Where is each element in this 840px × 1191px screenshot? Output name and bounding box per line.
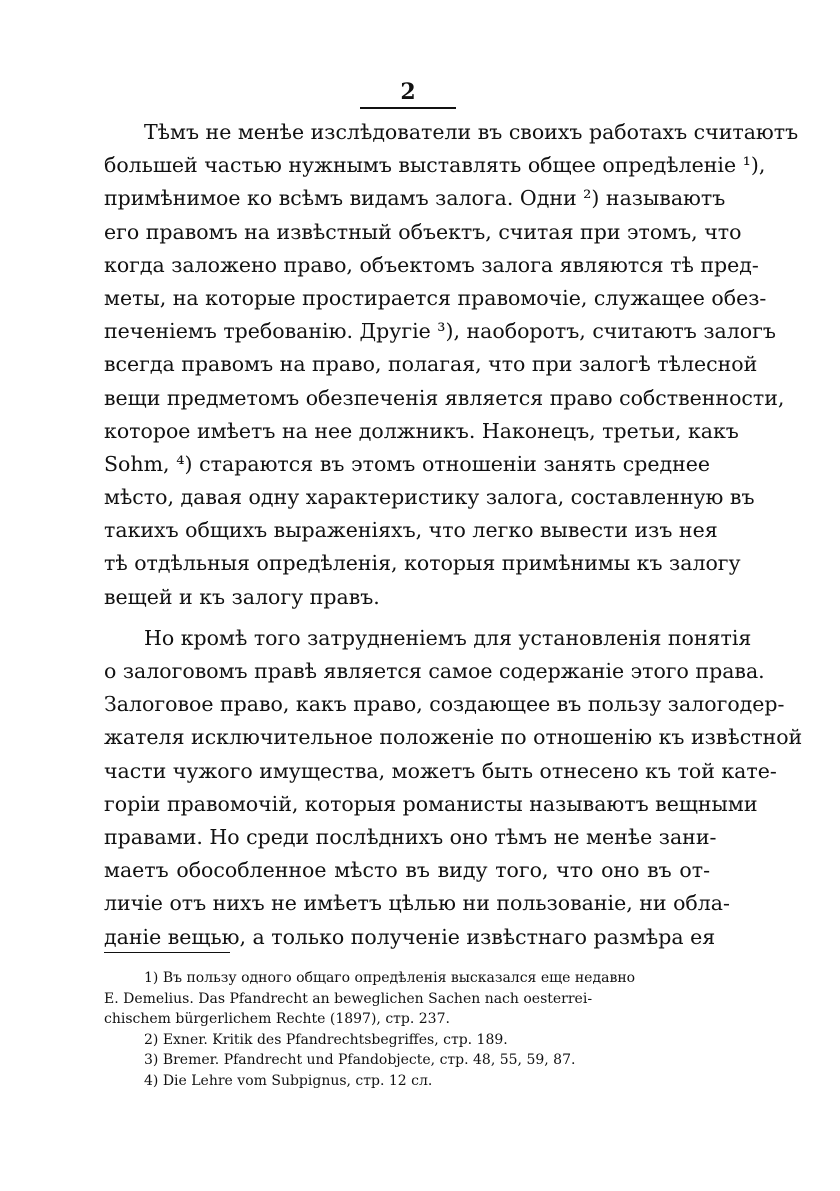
footnote-3: 3) Bremer. Pfandrecht und Pfandobjecte, стр. 48, 55, 59, 87. <box>144 1052 576 1068</box>
text-line: о залоговомъ правѣ является самое содержаніе этого права. <box>104 659 765 683</box>
text-line: примѣнимое ко всѣмъ видамъ залога. Одни ²) называютъ <box>104 186 726 211</box>
text-line: Но кромѣ того затрудненіемъ для установленія понятія <box>144 625 752 650</box>
text-line: большей частью нужнымъ выставлять общее опредѣленіе ¹), <box>104 153 766 178</box>
footnote-1-continued: E. Demelius. Das Pfandrecht an beweglichen Sachen nach oesterrei- <box>104 990 593 1007</box>
footnote-4: 4) Die Lehre vom Subpignus, стр. 12 сл. <box>144 1072 433 1089</box>
text-line: Тѣмъ не менѣе изслѣдователи въ своихъ работахъ считаютъ <box>144 120 799 144</box>
text-line: вещей и къ залогу правъ. <box>104 584 380 609</box>
page-number: 2 <box>400 79 416 105</box>
text-line: печеніемъ требованію. Другіе ³), наоборотъ, считаютъ залогъ <box>104 319 776 344</box>
text-line: правами. Но среди послѣднихъ оно тѣмъ не менѣе зани- <box>104 824 717 849</box>
text-line: тѣ отдѣльныя опредѣленія, которыя примѣнимы къ залогу <box>104 551 741 576</box>
footnote-1: 1) Въ пользу одного общаго опредѣленія высказался еще недавно <box>144 970 636 986</box>
text-line: меты, на которые простирается правомочіе, служащее обез- <box>104 285 767 310</box>
text-line: Sohm, ⁴) стараются въ этомъ отношеніи занять среднее <box>104 451 710 476</box>
text-line: когда заложено право, объектомъ залога являются тѣ пред- <box>104 252 759 277</box>
text-line: вещи предметомъ обезпеченія является право собственности, <box>104 385 785 410</box>
text-line: такихъ общихъ выраженіяхъ, что легко вывести изъ нея <box>104 518 718 543</box>
text-line: его правомъ на извѣстный объектъ, считая при этомъ, что <box>104 219 742 244</box>
text-line: которое имѣетъ на нее должникъ. Наконецъ, третьи, какъ <box>104 418 739 443</box>
text-line: жателя исключительное положеніе по отношенію къ извѣстной <box>104 725 803 750</box>
text-line: горіи правомочій, которыя романисты называютъ вещными <box>104 791 758 816</box>
text-line: мѣсто, давая одну характеристику залога, составленную въ <box>104 485 755 510</box>
text-line: Залоговое право, какъ право, создающее въ пользу залогодер- <box>104 692 785 717</box>
footnotes <box>104 968 714 1091</box>
paragraph <box>104 622 803 954</box>
main-text <box>104 116 803 954</box>
paragraph-gap <box>104 614 710 622</box>
text-line: даніе вещью, а только полученіе извѣстнаго размѣра ея <box>104 924 716 949</box>
text-line: личіе отъ нихъ не имѣетъ цѣлью ни пользованіе, ни обла- <box>104 891 730 916</box>
text-line: маетъ обособленное мѣсто въ виду того, что оно въ от- <box>104 858 710 883</box>
footnote-2: 2) Exner. Kritik des Pfandrechtsbegriffes, стр. 189. <box>144 1031 508 1048</box>
footnote-separator <box>104 952 230 953</box>
text-line: части чужого имущества, можетъ быть отнесено къ той кате- <box>104 758 777 783</box>
page-number-rule <box>360 107 456 109</box>
text-line: всегда правомъ на право, полагая, что при залогѣ тѣлесной <box>104 352 758 377</box>
paragraph <box>104 116 799 614</box>
footnote-1-continued: chischem bürgerlichem Rechte (1897), стр. 237. <box>104 1011 450 1027</box>
